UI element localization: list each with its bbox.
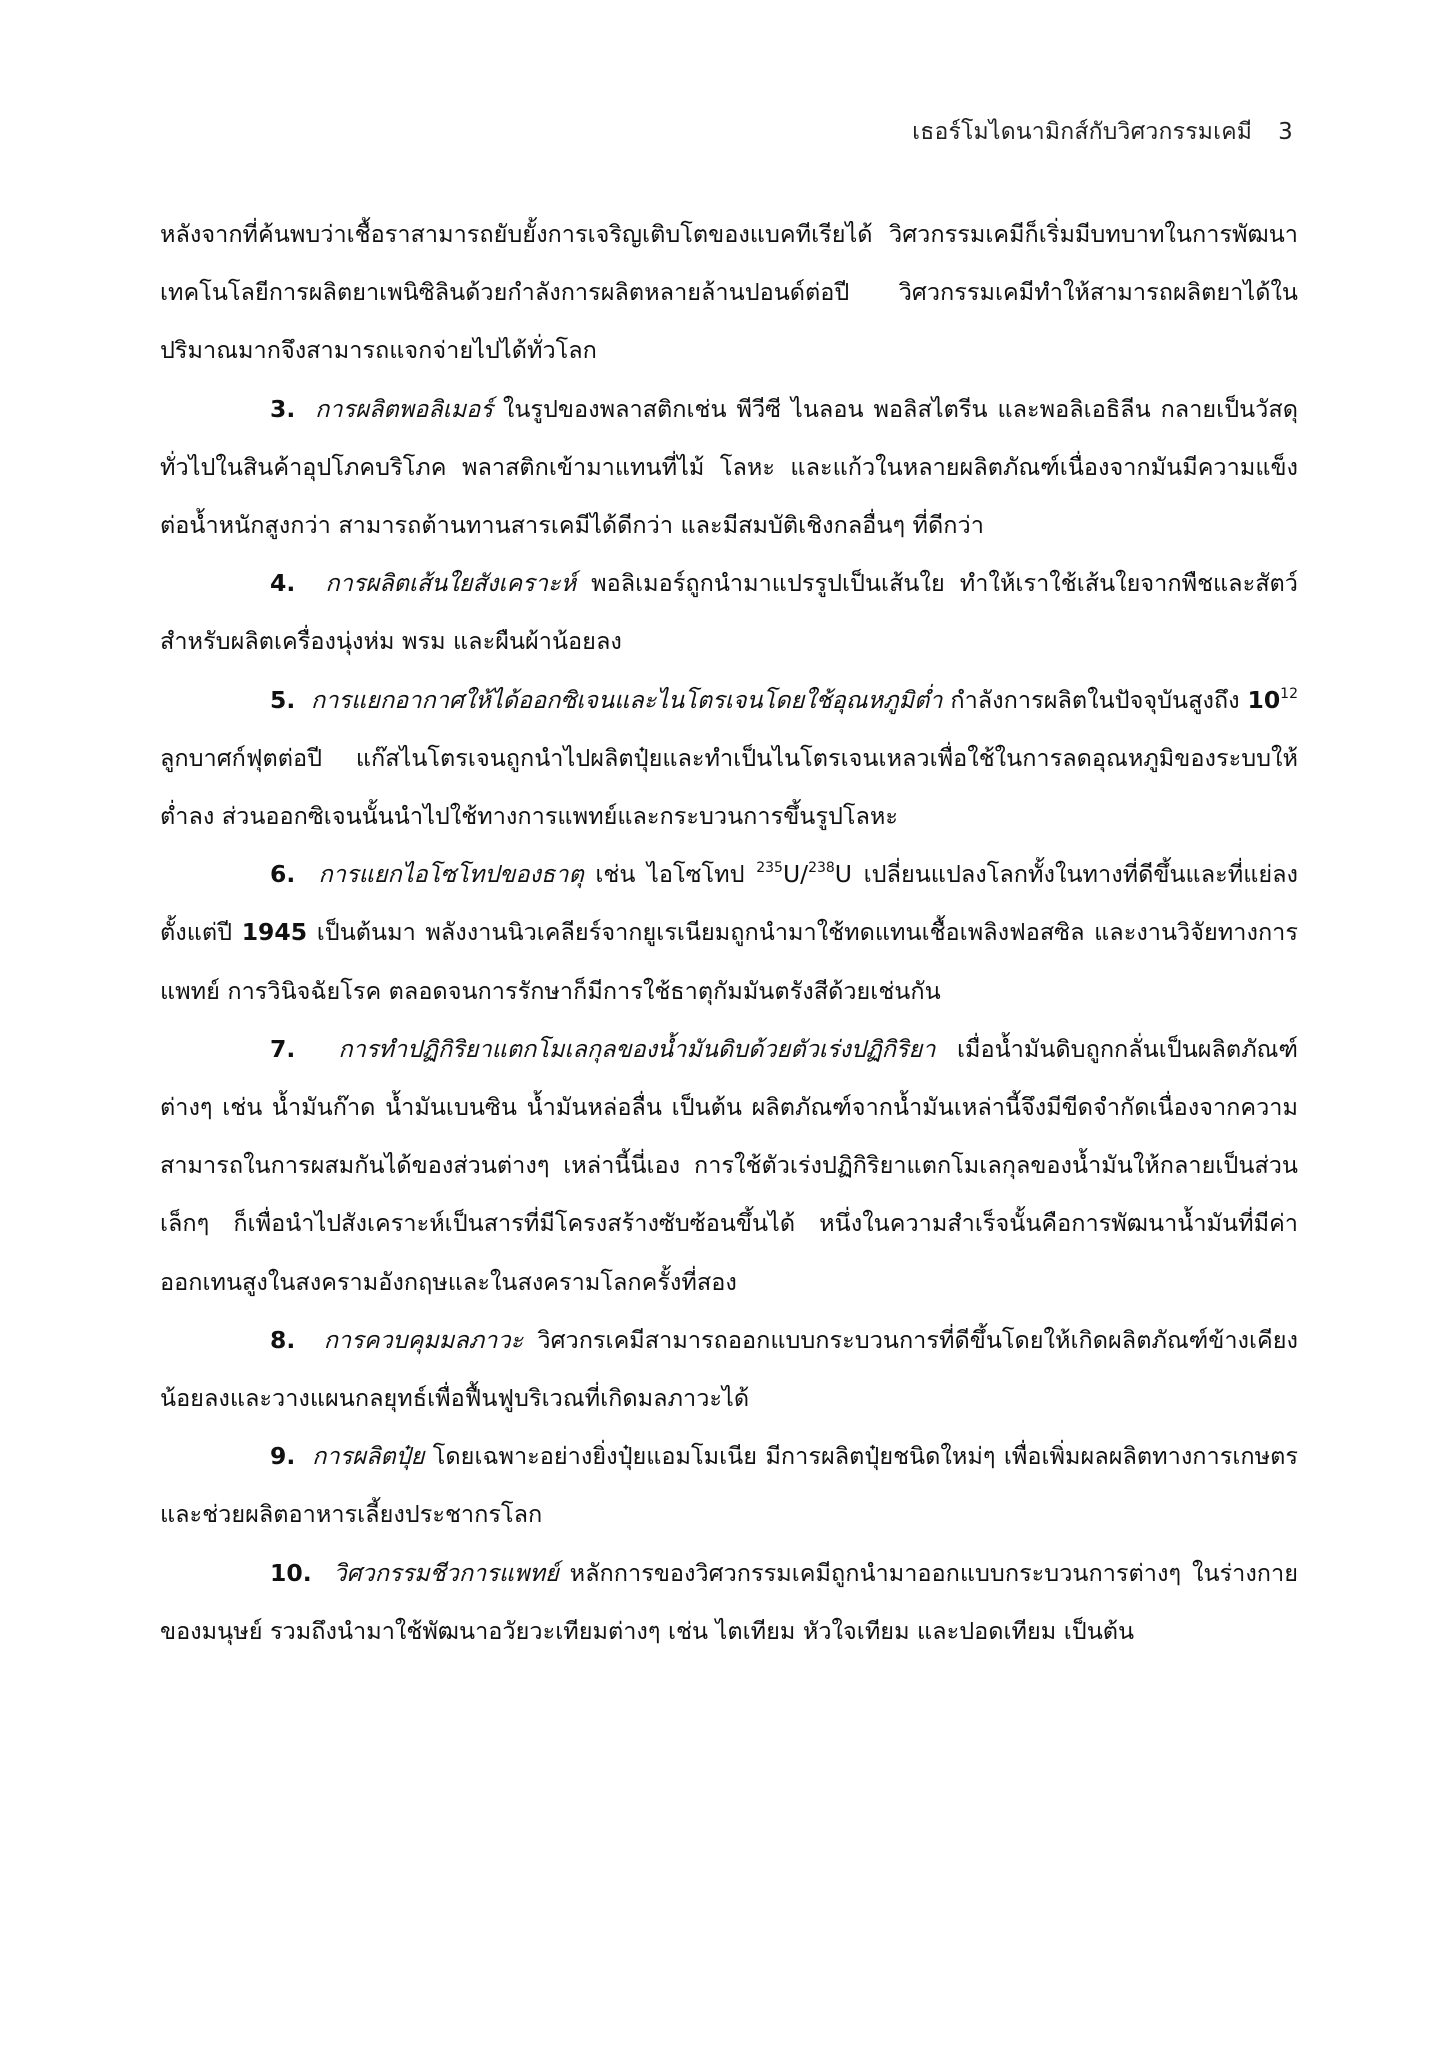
- page-number: 3: [1278, 119, 1293, 145]
- item-term: การผลิตพอลิเมอร์: [315, 394, 493, 423]
- list-item-6: [160, 845, 1298, 1020]
- item-term: การผลิตเส้นใยสังเคราะห์: [325, 569, 577, 598]
- item-term: การแยกอากาศให้ได้ออกซิเจนและไนโตรเจนโดยใช้อุณหภูมิต่ำ: [310, 685, 943, 714]
- item-number: 6.: [270, 860, 296, 889]
- power-base: 10: [1247, 685, 1281, 714]
- item-text: ในรูปของพลาสติกเช่น พีวีซี ไนลอน พอลิสไตรีน และพอลิเอธิลีน กลายเป็นวัสดุทั่วไปในสินค้าอุปโภคบริโภค พลาสติกเข้ามาแทนที่ไม้ โลหะ และแก้วในหลายผลิตภัณฑ์เนื่องจากมันมีความแข็งต่อน้ำหนักสูงกว่า สามารถต้านทานสารเคมีได้ดีกว่า และมีสมบัติเชิงกลอื่นๆ ที่ดีกว่า: [160, 394, 1298, 540]
- item-term: การควบคุมมลภาวะ: [323, 1325, 524, 1354]
- list-item-7: [160, 1020, 1298, 1311]
- isotope-mass-238: 238: [808, 860, 835, 877]
- item-text: เป็นต้นมา พลังงานนิวเคลียร์จากยูเรเนียมถูกนำมาใช้ทดแทนเชื้อเพลิงฟอสซิล และงานวิจัยทางการแพทย์ การวินิจฉัยโรค ตลอดจนการรักษาก็มีการใช้ธาตุกัมมันตรังสีด้วยเช่นกัน: [160, 918, 1298, 1005]
- year-1945: 1945: [241, 918, 308, 947]
- body-text: [160, 205, 1298, 1660]
- intro-paragraph: หลังจากที่ค้นพบว่าเชื้อราสามารถยับยั้งการเจริญเติบโตของแบคทีเรียได้ วิศวกรรมเคมีก็เริ่มมีบทบาทในการพัฒนาเทคโนโลยีการผลิตยาเพนิซิลินด้วยกำลังการผลิตหลายล้านปอนด์ต่อปี วิศวกรรมเคมีทำให้สามารถผลิตยาได้ในปริมาณมากจึงสามารถแจกจ่ายไปได้ทั่วโลก: [160, 220, 1298, 365]
- list-item-5: [160, 671, 1298, 846]
- item-number: 4.: [270, 569, 296, 598]
- item-term: วิศวกรรมชีวการแพทย์: [333, 1558, 559, 1587]
- isotope-mass-235: 235: [756, 860, 783, 877]
- item-text: พอลิเมอร์ถูกนำมาแปรรูปเป็นเส้นใย ทำให้เราใช้เส้นใยจากพืชและสัตว์สำหรับผลิตเครื่องนุ่งห่ม พรม และผืนผ้าน้อยลง: [160, 569, 1298, 656]
- item-text: กำลังการผลิตในปัจจุบันสูงถึง: [942, 685, 1248, 714]
- list-item-9: [160, 1427, 1298, 1543]
- item-text: เปลี่ยนแปลงโลกทั้งในทางที่ดีขึ้นและที่แย่ลงตั้งแต่ปี: [160, 860, 1298, 947]
- item-number: 9.: [270, 1442, 296, 1471]
- item-number: 3.: [270, 394, 296, 423]
- item-number: 5.: [270, 685, 296, 714]
- header-title: เธอร์โมไดนามิกส์กับวิศวกรรมเคมี: [912, 119, 1253, 145]
- item-number: 8.: [270, 1325, 296, 1354]
- list-item-4: [160, 554, 1298, 670]
- running-header: [912, 114, 1293, 150]
- item-text: วิศวกรเคมีสามารถออกแบบกระบวนการที่ดีขึ้นโดยให้เกิดผลิตภัณฑ์ข้างเคียงน้อยลงและวางแผนกลยุทธ์เพื่อฟื้นฟูบริเวณที่เกิดมลภาวะได้: [160, 1325, 1298, 1413]
- isotope-symbol-u238: U: [834, 860, 852, 889]
- item-number: 7.: [270, 1034, 296, 1063]
- item-term: การผลิตปุ๋ย: [312, 1442, 425, 1471]
- list-item-8: [160, 1311, 1298, 1427]
- list-item-10: [160, 1544, 1298, 1660]
- item-text: เมื่อน้ำมันดิบถูกกลั่นเป็นผลิตภัณฑ์ต่างๆ เช่น น้ำมันก๊าด น้ำมันเบนซิน น้ำมันหล่อลื่น เป็นต้น ผลิตภัณฑ์จากน้ำมันเหล่านี้จึงมีขีดจำกัดเนื่องจากความสามารถในการผสมกันได้ของส่วนต่างๆ เหล่านี้นี่เอง การใช้ตัวเร่งปฏิกิริยาแตกโมเลกุลของน้ำมันให้กลายเป็นส่วนเล็กๆ ก็เพื่อนำไปสังเคราะห์เป็นสารที่มีโครงสร้างซับซ้อนขึ้นได้ หนึ่งในความสำเร็จนั้นคือการพัฒนาน้ำมันที่มีค่าออกเทนสูงในสงครามอังกฤษและในสงครามโลกครั้งที่สอง: [160, 1034, 1298, 1296]
- item-term: การทำปฏิกิริยาแตกโมเลกุลของน้ำมันดิบด้วยตัวเร่งปฏิกิริยา: [338, 1034, 936, 1063]
- item-term: การแยกไอโซโทปของธาตุ: [318, 860, 584, 889]
- item-text: ลูกบาศก์ฟุตต่อปี แก๊สไนโตรเจนถูกนำไปผลิตปุ๋ยและทำเป็นไนโตรเจนเหลวเพื่อใช้ในการลดอุณหภูมิของระบบให้ต่ำลง ส่วนออกซิเจนนั้นนำไปใช้ทางการแพทย์และกระบวนการขึ้นรูปโลหะ: [160, 743, 1298, 831]
- item-number: 10.: [270, 1558, 312, 1587]
- item-text: เช่น ไอโซโทป: [583, 860, 757, 889]
- list-item-3: [160, 380, 1298, 555]
- isotope-symbol-u235: U/: [782, 860, 809, 889]
- item-text: หลักการของวิศวกรรมเคมีถูกนำมาออกแบบกระบวนการต่างๆ ในร่างกายของมนุษย์ รวมถึงนำมาใช้พัฒนาอวัยวะเทียมต่างๆ เช่น ไตเทียม หัวใจเทียม และปอดเทียม เป็นต้น: [160, 1558, 1298, 1645]
- power-exponent: 12: [1280, 685, 1298, 702]
- item-text: โดยเฉพาะอย่างยิ่งปุ๋ยแอมโมเนีย มีการผลิตปุ๋ยชนิดใหม่ๆ เพื่อเพิ่มผลผลิตทางการเกษตรและช่วยผลิตอาหารเลี้ยงประชากรโลก: [160, 1442, 1298, 1529]
